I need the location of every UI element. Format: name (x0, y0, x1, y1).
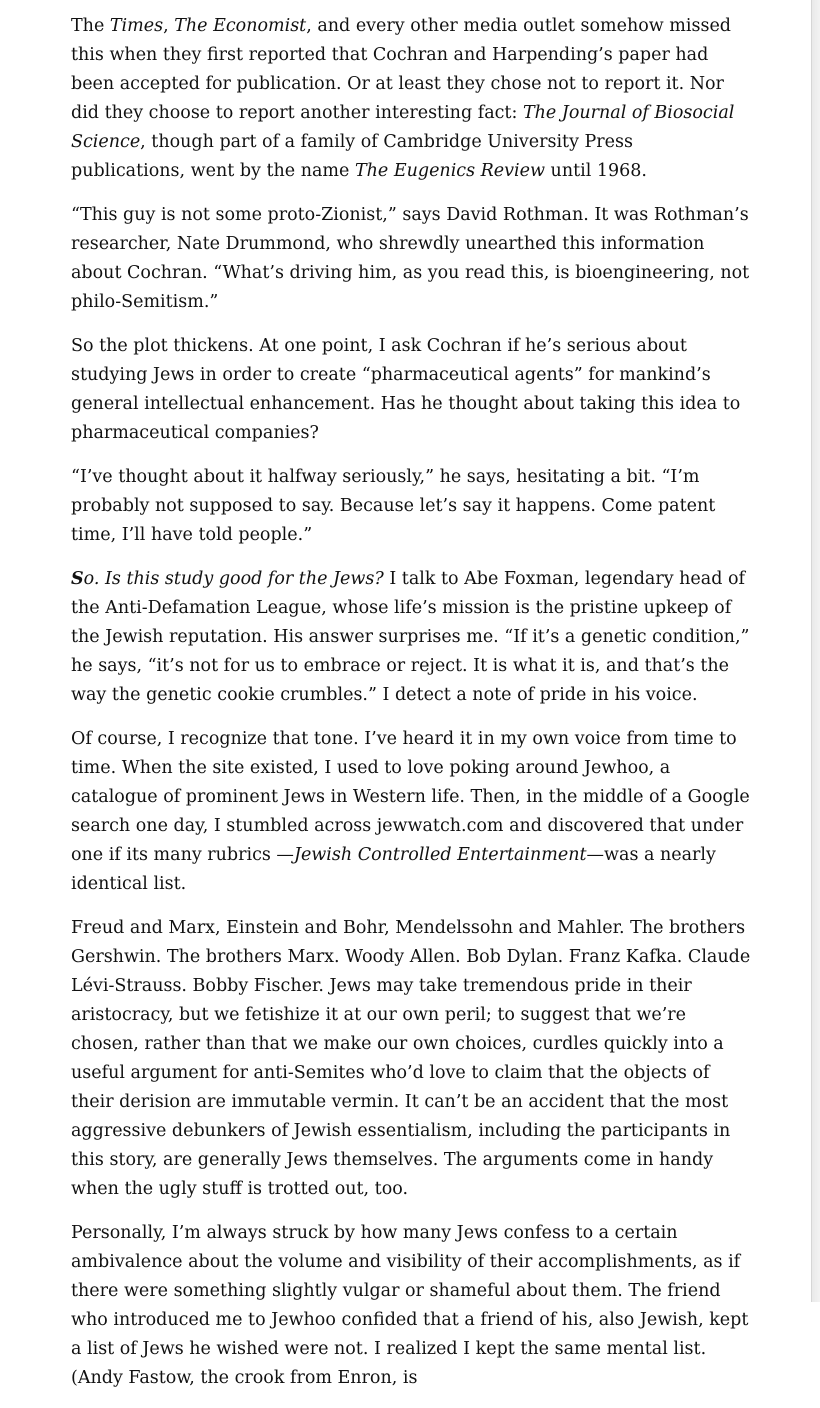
paragraph-6 (71, 725, 751, 899)
paragraph-1-text-1: The (71, 16, 110, 36)
paragraph-4: “I’ve thought about it halfway seriously,” he says, hesitating a bit. “I’m probably not supposed to say. Because let’s say it happens. Come patent time, I’ll have told people.” (71, 467, 716, 545)
paragraph-6-text-1: Of course, I recognize that tone. I’ve heard it in my own voice from time to time. When the site existed, I used to love poking around Jewhoo, a catalogue of prominent Jews in Western life. Then, in the middle of a Google search one day, I stumbled across jewwatch.com and discovered that under one if its many rubrics — (71, 729, 750, 865)
paragraph-3: So the plot thickens. At one point, I ask Cochran if he’s serious about studying Jews in order to create “pharmaceutical agents” for mankind’s general intellectual enhancement. Has he thought about taking this idea to pharmaceutical companies? (71, 336, 741, 443)
paragraph-8: Personally, I’m always struck by how many Jews confess to a certain ambivalence about the volume and visibility of their accomplishments, as if there were something slightly vulgar or shameful about them. The friend who introduced me to Jewhoo confided that a friend of his, also Jewish, kept a list of Jews he wished were not. I realized I kept the same mental list. (Andy Fastow, the crook from Enron, is (71, 1223, 749, 1388)
paragraph-6-text-2: —was a nearly identical list. (71, 845, 716, 894)
paragraph-2: “This guy is not some proto-Zionist,” says David Rothman. It was Rothman’s researcher, Nate Drummond, who shrewdly unearthed this information about Cochran. “What’s driving him, as you read this, is bioengineering, not philo-Semitism.” (71, 205, 750, 312)
page-edge-border (811, 0, 820, 1302)
paragraph-1-italic-2: The Economist (174, 16, 307, 36)
paragraph-1 (71, 12, 751, 186)
paragraph-6-italic-1: Jewish Controlled Entertainment (293, 845, 587, 865)
section-initial-letter: S (71, 569, 84, 589)
paragraph-1-italic-4: The Eugenics Review (354, 161, 545, 181)
paragraph-7: Freud and Marx, Einstein and Bohr, Mendelssohn and Mahler. The brothers Gershwin. The brothers Marx. Woody Allen. Bob Dylan. Franz Kafka. Claude Lévi-Strauss. Bobby Fischer. Jews may take tremendous pride in their aristocracy, but we fetishize it at our own peril; to suggest that we’re chosen, rather than that we make our own choices, curdles quickly into a useful argument for anti-Semites who’d love to claim that the objects of their derision are immutable vermin. It can’t be an accident that the most aggressive debunkers of Jewish essentialism, including the participants in this story, are generally Jews themselves. The arguments come in handy when the ugly stuff is trotted out, too. (71, 918, 751, 1199)
article-body (71, 12, 751, 1408)
paragraph-1-text-5: until 1968. (544, 161, 647, 181)
paragraph-1-text-2: , (163, 16, 175, 36)
paragraph-1-text-3: , and every other media outlet somehow missed this when they first reported that Cochran and Harpending’s paper had been accepted for publication. Or at least they chose not to report it. Nor did they choose to report another interesting fact: (71, 16, 732, 123)
paragraph-5-text: I talk to Abe Foxman, legendary head of the Anti-Defamation League, whose life’s mission is the pristine upkeep of the Jewish reputation. His answer surprises me. “If it’s a genetic condition,” he says, “it’s not for us to embrace or reject. It is what it is, and that’s the way the genetic cookie crumbles.” I detect a note of pride in his voice. (71, 569, 750, 705)
paragraph-1-text-4: , though part of a family of Cambridge University Press publications, went by the name (71, 132, 633, 181)
section-lead-question: o. Is this study good for the Jews? (83, 569, 384, 589)
paragraph-1-italic-3: The Journal of Biosocial Science (71, 103, 735, 152)
paragraph-1-italic-1: Times (109, 16, 164, 36)
paragraph-5 (71, 565, 751, 710)
